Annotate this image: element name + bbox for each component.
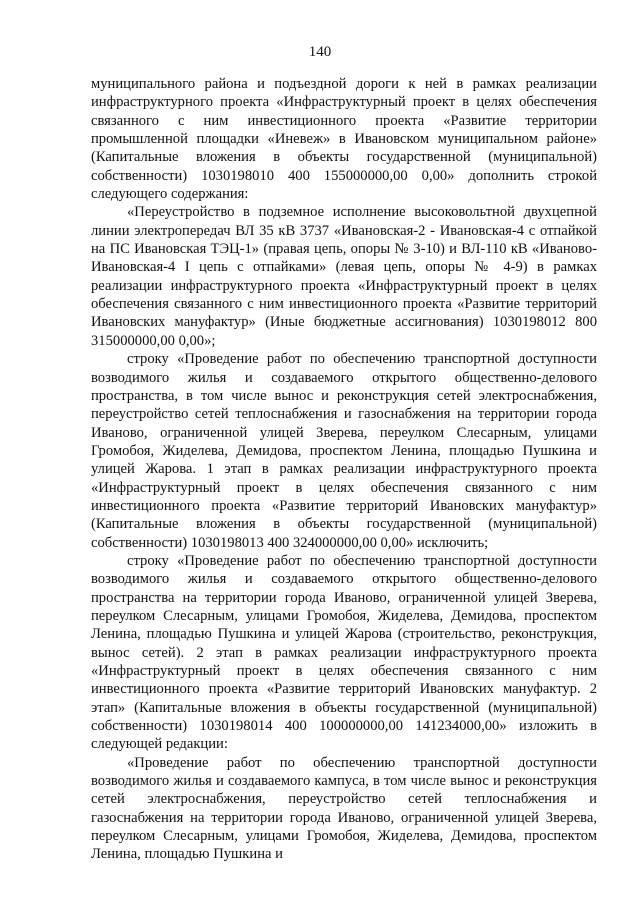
page-number: 140 <box>308 44 332 60</box>
paragraph-continuation: муниципального района и подъездной дороги к ней в рамках реализации инфраструктурного проекта «Инфраструктурный проект в целях обеспечения связанного с ним инвестиционного проекта «Развитие территории промышленной площадки «Иневеж» в Ивановском муниципальном районе» (Капитальные вложения в объекты государственной (муниципальной) собственности) 1030198010 400 155000000,00 0,00» дополнить строкой следующего содержания: <box>91 76 597 203</box>
paragraph-stage-1-exclude: строку «Проведение работ по обеспечению транспортной доступности возводимого жилья и создаваемого открытого общественно-делового пространства, в том числе вынос и реконструкция сетей электроснабжения, переустройство сетей теплоснабжения и газоснабжения на территории города Иваново, ограниченной улицей Зверева, переулком Слесарным, улицами Громобоя, Жиделева, Демидова, проспектом Ленина, площадью Пушкина и улицей Жарова. 1 этап в рамках реализации инфраструктурного проекта «Инфраструктурный проект в целях обеспечения связанного с ним инвестиционного проекта «Развитие территорий Ивановских мануфактур» (Капитальные вложения в объекты государственной (муниципальной) собственности) 1030198013 400 324000000,00 0,00» исключить; <box>91 351 597 551</box>
paragraph-new-wording: «Проведение работ по обеспечению транспортной доступности возводимого жилья и создаваемого кампуса, в том числе вынос и реконструкция сетей электроснабжения, переустройство сетей теплоснабжения и газоснабжения на территории города Иваново, ограниченной улицей Зверева, переулком Слесарным, улицами Громобоя, Жиделева, Демидова, проспектом Ленина, площадью Пушкина и <box>91 754 597 863</box>
paragraph-new-line-power-transmission: «Переустройство в подземное исполнение высоковольтной двухцепной линии электропередач ВЛ 35 кВ 3737 «Ивановская-2 - Ивановская-4 с отпайкой на ПС Ивановская ТЭЦ-1» (правая цепь, опоры № 3-10) и ВЛ-110 кВ «Иваново-Ивановская-4 I цепь с отпайками» (левая цепь, опоры № 4-9) в рамках реализации инфраструктурного проекта «Инфраструктурный проект в целях обеспечения связанного с ним инвестиционного проекта «Развитие территорий Ивановских мануфактур» (Иные бюджетные ассигнования) 1030198012 800 315000000,00 0,00»; <box>91 204 597 349</box>
document-body <box>91 75 597 864</box>
paragraph-stage-2-amend: строку «Проведение работ по обеспечению транспортной доступности возводимого жилья и создаваемого открытого общественно-делового пространства на территории города Иваново, ограниченной улицей Зверева, переулком Слесарным, улицами Громобоя, Жиделева, Демидова, проспектом Ленина, площадью Пушкина и улицей Жарова (строительство, реконструкция, вынос сетей). 2 этап в рамках реализации инфраструктурного проекта «Инфраструктурный проект в целях обеспечения связанного с ним инвестиционного проекта «Развитие территорий Ивановских мануфактур. 2 этап» (Капитальные вложения в объекты государственной (муниципальной) собственности) 1030198014 400 100000000,00 141234000,00» изложить в следующей редакции: <box>91 552 597 753</box>
